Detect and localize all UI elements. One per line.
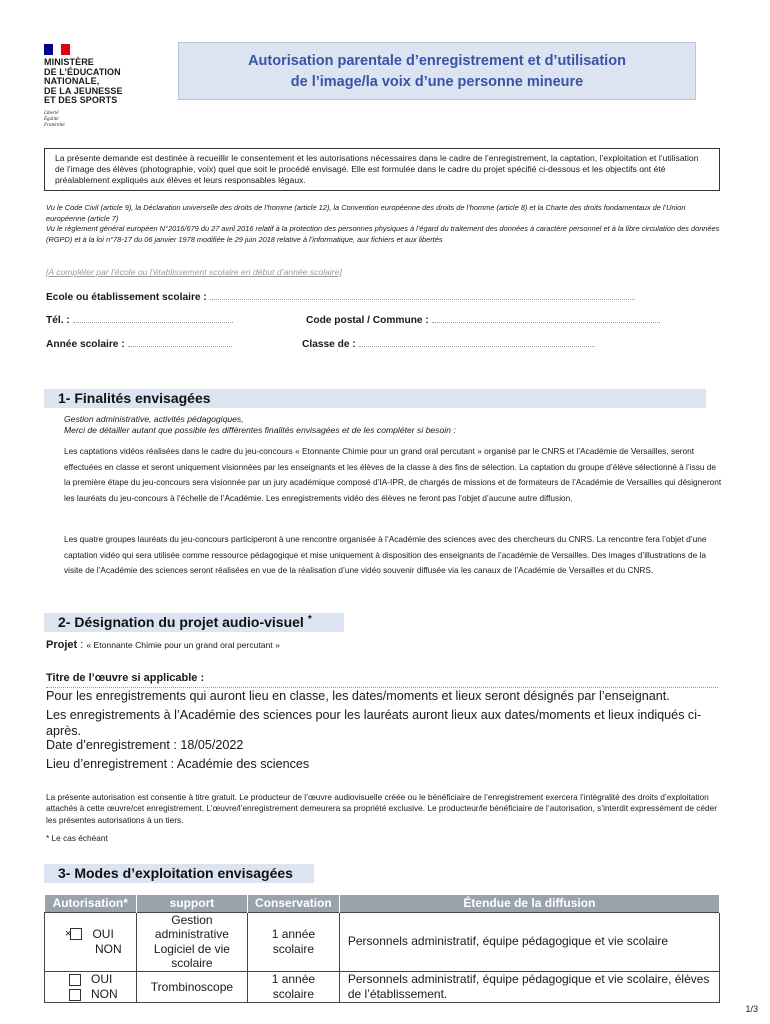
header-autorisation: Autorisation* bbox=[45, 895, 137, 912]
diffusion-cell: Personnels administratif, équipe pédagogique et vie scolaire, élèves de l’établissement. bbox=[339, 971, 719, 1002]
table-row bbox=[45, 971, 720, 1002]
legal-line: Vu le règlement général européen N°2016/679 du 27 avril 2016 relatif à la protection des personnes physiques à l’égard du traitement des données à caractère personnel et à la libre circulation des données (RGPD) et à la loi n°78-17 du 06 janvier 1978 modifiée le 29 juin 2018 relative à l’informatique, aux fichiers et aux libertés bbox=[46, 224, 720, 244]
conservation-cell: 1 année scolaire bbox=[247, 971, 339, 1002]
school-label: Ecole ou établissement scolaire : bbox=[46, 292, 207, 303]
title-line-2: de l’image/la voix d’une personne mineure bbox=[290, 74, 584, 90]
motto-line: Égalité bbox=[44, 116, 59, 122]
oui-label: OUI bbox=[92, 926, 114, 941]
projet-separator: : bbox=[77, 639, 87, 651]
table-header-row bbox=[45, 895, 720, 912]
non-checkbox-spacer bbox=[73, 944, 85, 956]
document-title bbox=[178, 42, 696, 100]
year-label: Année scolaire : bbox=[46, 339, 125, 350]
diffusion-cell: Personnels administratif, équipe pédagogique et vie scolaire bbox=[339, 912, 719, 971]
postal-field[interactable] bbox=[306, 314, 660, 326]
footnote-star: * bbox=[307, 614, 312, 625]
oui-label: OUI bbox=[91, 971, 113, 986]
section-1-title: 1- Finalités envisagées bbox=[58, 390, 211, 406]
dates-line-2: Les enregistrements à l’Académie des sciences pour les lauréats auront lieux aux dates/moments et lieux indiqués ci-après. bbox=[46, 708, 702, 738]
section-1-italic-1: Gestion administrative, activités pédagogiques, bbox=[64, 414, 244, 424]
recording-place: Lieu d’enregistrement : Académie des sciences bbox=[46, 757, 310, 771]
ministry-line: MINISTÈRE bbox=[44, 57, 94, 67]
projet-label: Projet bbox=[46, 639, 78, 651]
section-1-paragraph-1: Les captations vidéos réalisées dans le cadre du jeu-concours « Etonnante Chimie pour un grand oral percutant » organisé par le CNRS et l’Académie de Versailles, seront effectuées en classe et seront uniquement visionnées par les enseignants et les élèves de la classe à des fins de sélection. La captation du groupe d’élève sélectionné à l’issu de la première étape du jeu-concours sera visionnée par un jury académique composé d’IA-IPR, de chargés de missions et de formateurs de l’Académie de Versailles qui désigneront les lauréats du jeu-concours à l’échelle de l’Académie. Les enregistrements vidéo des élèves ne feront pas l’objet d’aucune autre diffusion. bbox=[64, 446, 722, 503]
header-conservation: Conservation bbox=[247, 895, 339, 912]
autorisation-cell bbox=[45, 912, 137, 971]
section-3-header bbox=[44, 864, 314, 883]
projet-line bbox=[46, 638, 280, 654]
school-field[interactable] bbox=[46, 291, 635, 303]
motto-line: Fraternité bbox=[44, 122, 65, 128]
year-input-line[interactable] bbox=[128, 338, 232, 347]
non-checkbox[interactable] bbox=[69, 989, 81, 1001]
class-label: Classe de : bbox=[302, 339, 356, 350]
ministry-line: NATIONALE, bbox=[44, 76, 100, 86]
ministry-line: DE L’ÉDUCATION bbox=[44, 66, 121, 77]
tel-label: Tél. : bbox=[46, 315, 70, 326]
motto-line: Liberté bbox=[44, 110, 59, 116]
title-line-1: Autorisation parentale d’enregistrement et d’utilisation bbox=[248, 53, 626, 69]
gratuit-paragraph: La présente autorisation est consentie à titre gratuit. Le producteur de l’œuvre audiovisuelle créée ou le bénéficiaire de l’enregistrement exercera l’intégralité des droits d’exploitation attachés à cette œuvre/cet enregistrement. L’œuvre/l’enregistrement demeurera sa propriété exclusive. Le producteur/le bénéficiaire de l’autorisation, s’interdit expressément de céder les présentes autorisations à un tiers. bbox=[46, 792, 718, 825]
section-1-header bbox=[44, 389, 706, 408]
oeuvre-label: Titre de l’œuvre si applicable : bbox=[46, 672, 205, 684]
support-cell: Gestion administrative Logiciel de vie scolaire bbox=[136, 912, 247, 971]
page-number: 1/3 bbox=[745, 1004, 758, 1014]
ministry-name bbox=[44, 58, 154, 106]
table-row bbox=[45, 912, 720, 971]
oui-checkbox[interactable] bbox=[70, 928, 82, 940]
legal-line: Vu le Code Civil (article 9), la Déclaration universelle des droits de l’homme (article 12), la Convention européenne des droits de l’homme (article 8) et la Charte des droits fondamentaux de l’Union européenne (article 7) bbox=[46, 203, 686, 223]
section-1-paragraph-2: Les quatre groupes lauréats du jeu-concours participeront à une rencontre organisée à l’Académie des sciences avec des chercheurs du CNRS. La rencontre fera l’objet d’une captation vidéo qui sera utilisée comme ressource pédagogique et mise uniquement à disposition des enseignants de l’académie de Versailles. Des images d’illustrations de la visite de l’Académie des sciences seront réalisées en vue de la réalisation d’une vidéo souvenir diffusée via les canaux de l’Académie de Versailles et du CNRS. bbox=[64, 534, 707, 576]
autorisation-cell bbox=[45, 971, 137, 1002]
french-flag-icon bbox=[44, 44, 70, 55]
conservation-cell: 1 année scolaire bbox=[247, 912, 339, 971]
recording-date: Date d’enregistrement : 18/05/2022 bbox=[46, 738, 244, 752]
oeuvre-field[interactable] bbox=[46, 671, 718, 688]
year-field[interactable] bbox=[46, 338, 232, 350]
checkmark-x-icon: × bbox=[65, 927, 72, 940]
oui-checkbox[interactable] bbox=[69, 974, 81, 986]
intro-box: La présente demande est destinée à recueillir le consentement et les autorisations nécessaires dans le cadre de l’enregistrement, la captation, l’exploitation et l’utilisation de l’image des élèves (photographie, voix) quel que soit le procédé envisagé. Elle est formulée dans le cadre du projet spécifié ci-dessous et les objectifs ont été préalablement expliqués aux élèves et leurs responsables légaux. bbox=[44, 148, 720, 191]
postal-input-line[interactable] bbox=[432, 314, 660, 323]
dates-line-1: Pour les enregistrements qui auront lieu en classe, les dates/moments et lieux seront désignés par l’enseignant. bbox=[46, 689, 670, 703]
ministry-line: DE LA JEUNESSE bbox=[44, 85, 123, 96]
class-field[interactable] bbox=[302, 338, 595, 350]
section-1-italic-2: Merci de détailler autant que possible les différentes finalités envisagées et de les compléter si besoin : bbox=[64, 425, 456, 435]
postal-label: Code postal / Commune : bbox=[306, 315, 429, 326]
school-input-line[interactable] bbox=[210, 291, 635, 300]
legal-references bbox=[46, 203, 722, 245]
tel-input-line[interactable] bbox=[73, 314, 233, 323]
footnote: * Le cas échéant bbox=[46, 833, 108, 843]
school-note: [A compléter par l’école ou l’établissement scolaire en début d’année scolaire] bbox=[46, 267, 342, 277]
header-support: support bbox=[136, 895, 247, 912]
class-input-line[interactable] bbox=[359, 338, 595, 347]
support-cell: Trombinoscope bbox=[136, 971, 247, 1002]
section-3-title: 3- Modes d’exploitation envisagées bbox=[58, 865, 293, 881]
projet-value: « Etonnante Chimie pour un grand oral percutant » bbox=[86, 640, 280, 650]
header-diffusion: Étendue de la diffusion bbox=[339, 895, 719, 912]
section-2-header bbox=[44, 613, 344, 632]
non-label: NON bbox=[91, 986, 118, 1001]
exploitation-table bbox=[44, 895, 720, 1003]
ministry-logo bbox=[44, 44, 154, 129]
non-label: NON bbox=[95, 941, 122, 956]
ministry-line: ET DES SPORTS bbox=[44, 95, 118, 105]
section-2-title: 2- Désignation du projet audio-visuel bbox=[58, 614, 304, 630]
republic-motto bbox=[44, 111, 154, 129]
tel-field[interactable] bbox=[46, 314, 233, 326]
